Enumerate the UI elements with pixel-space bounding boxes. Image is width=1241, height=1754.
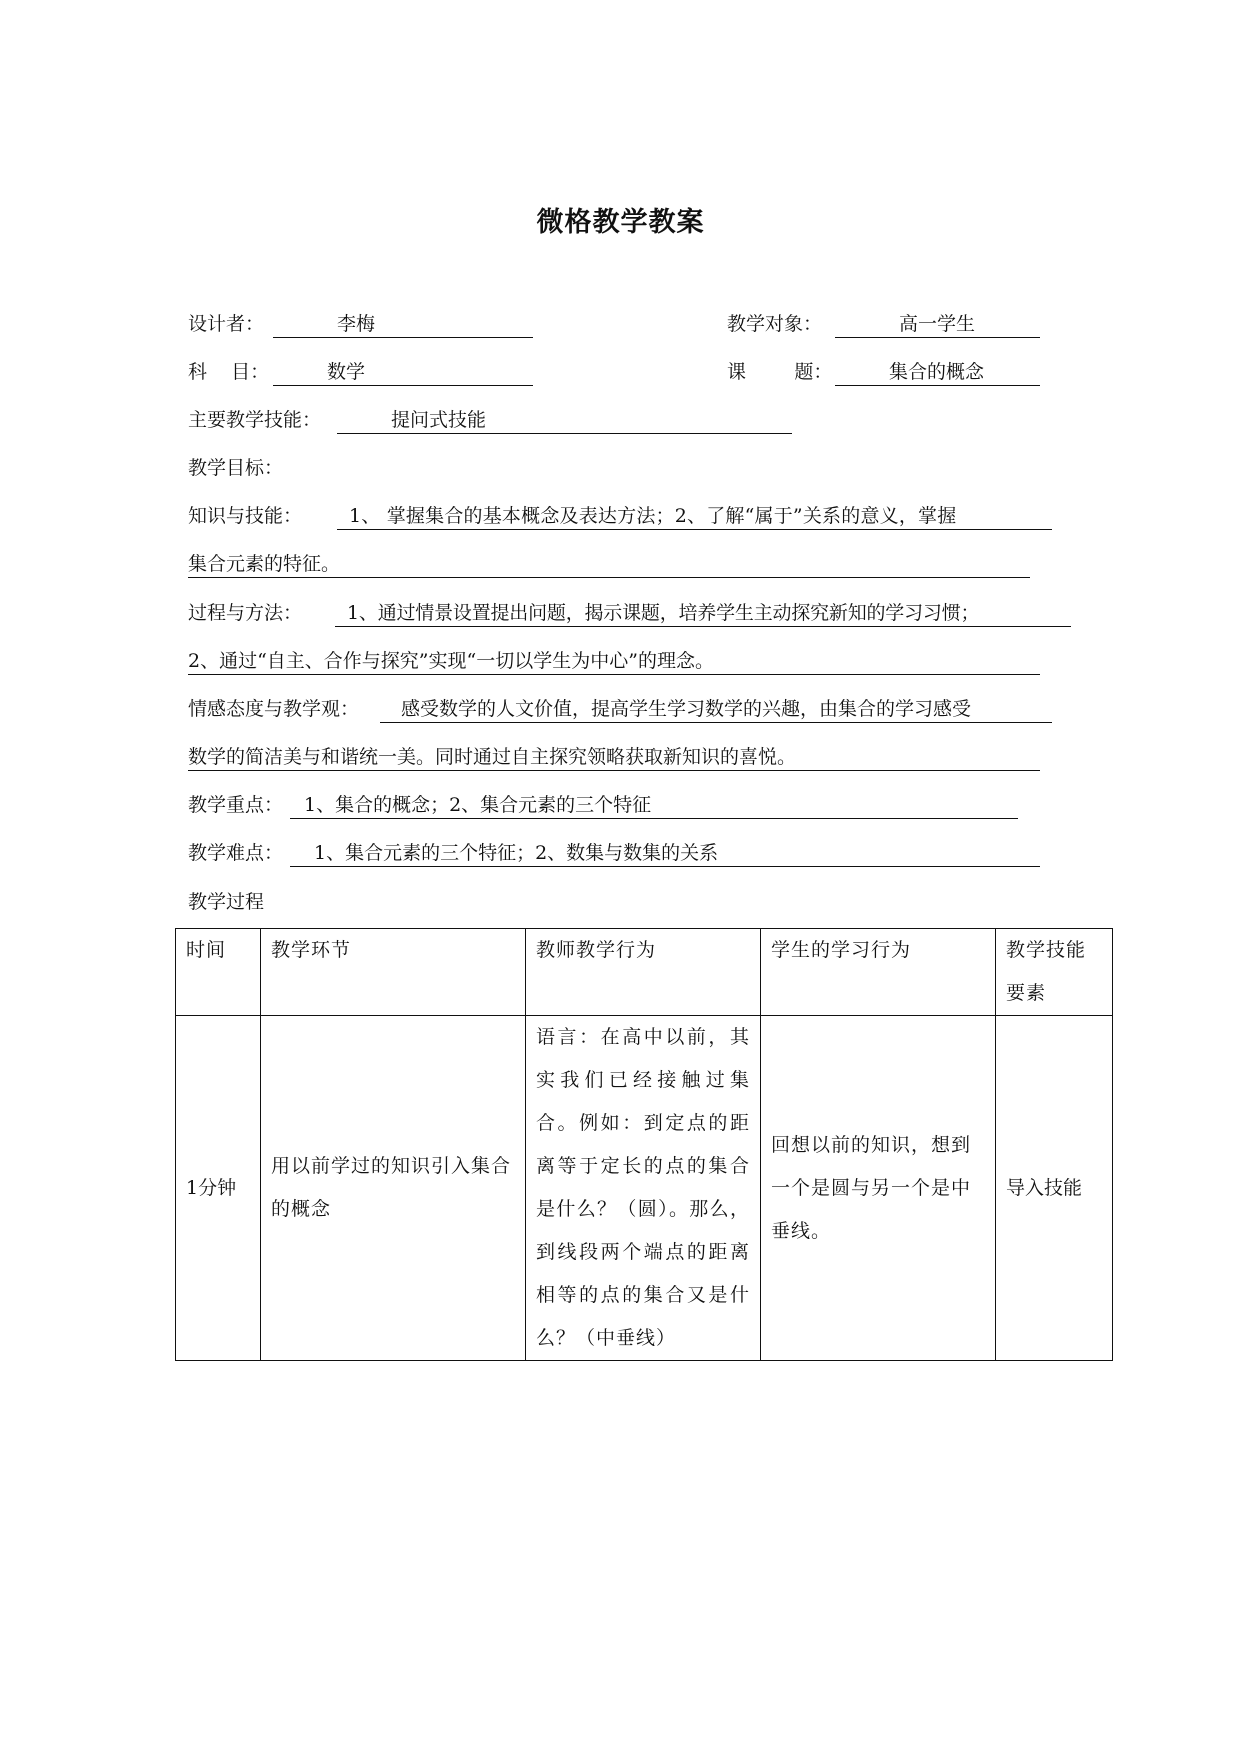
header-skill <box>996 929 1113 1016</box>
cell-stage-text: 用以前学过的知识引入集合的概念 <box>271 1155 512 1220</box>
goals-heading: 教学目标： <box>188 457 284 479</box>
main-skill-value-line <box>337 407 792 434</box>
topic-value-line <box>835 359 1040 386</box>
audience-field <box>727 311 822 337</box>
designer-field <box>188 311 264 337</box>
difficult-points-label: 教学难点： <box>188 842 284 864</box>
table-row <box>176 1016 1113 1361</box>
subject-value-line <box>273 359 533 386</box>
subject-value: 数学 <box>327 361 366 383</box>
process-method-label: 过程与方法： <box>188 602 303 624</box>
process-method-line2-text: 2、通过“自主、合作与探究”实现“一切以学生为中心”的理念。 <box>188 650 714 672</box>
knowledge-line1 <box>337 503 1052 530</box>
cell-student-text: 回想以前的知识，想到一个是圆与另一个是中垂线。 <box>771 1133 972 1242</box>
process-heading: 教学过程 <box>188 891 265 913</box>
page-title: 微格教学教案 <box>536 207 705 238</box>
cell-time <box>176 1016 261 1361</box>
difficult-points-line <box>290 840 1040 867</box>
cell-student <box>761 1016 996 1361</box>
attitude-line2 <box>188 744 1040 771</box>
topic-value: 集合的概念 <box>889 361 985 383</box>
header-teacher <box>526 929 761 1016</box>
key-points-label: 教学重点： <box>188 794 284 816</box>
difficult-points-value: 1、集合元素的三个特征；2、数集与数集的关系 <box>314 842 719 864</box>
designer-value: 李梅 <box>337 313 376 335</box>
header-student-text: 学生的学习行为 <box>771 939 912 961</box>
cell-time-text: 1分钟 <box>186 1176 237 1199</box>
main-skill-value: 提问式技能 <box>391 409 487 431</box>
key-points-line <box>290 792 1018 819</box>
attitude-line2-text: 数学的简洁美与和谐统一美。同时通过自主探究领略获取新知识的喜悦。 <box>188 746 797 768</box>
header-stage-text: 教学环节 <box>271 939 352 961</box>
audience-label: 教学对象： <box>727 313 823 335</box>
designer-label: 设计者： <box>188 313 265 335</box>
process-method-line1-text: 1、通过情景设置提出问题，揭示课题，培养学生主动探究新知的学习习惯； <box>347 602 980 624</box>
cell-skill <box>996 1016 1113 1361</box>
knowledge-line2 <box>188 551 1030 578</box>
process-method-line2 <box>188 648 1040 675</box>
cell-skill-text: 导入技能 <box>1006 1176 1083 1199</box>
header-stage <box>261 929 526 1016</box>
key-points-value: 1、集合的概念；2、集合元素的三个特征 <box>304 794 652 816</box>
knowledge-line2-text: 集合元素的特征。 <box>188 553 341 575</box>
header-teacher-text: 教师教学行为 <box>536 939 657 961</box>
audience-value-line <box>835 311 1040 338</box>
header-time-text: 时间 <box>186 939 227 961</box>
knowledge-line1-text: 1、 掌握集合的基本概念及表达方法；2、了解“属于”关系的意义，掌握 <box>349 505 957 527</box>
cell-teacher-text: 语言：在高中以前，其实我们已经接触过集合。例如：到定点的距离等于定长的点的集合是什么？（圆）。那么，到线段两个端点的距离相等的点的集合又是什么？（中垂线） <box>536 1026 750 1349</box>
header-time <box>176 929 261 1016</box>
main-skill-label: 主要教学技能： <box>188 409 322 431</box>
topic-label: 课 题： <box>727 361 833 383</box>
process-method-line1 <box>335 600 1071 627</box>
audience-value: 高一学生 <box>899 313 976 335</box>
designer-value-line <box>273 311 533 338</box>
subject-label: 科 目： <box>188 361 270 383</box>
attitude-line1-text: 感受数学的人文价值，提高学生学习数学的兴趣，由集合的学习感受 <box>401 698 972 720</box>
table-header-row <box>176 929 1113 1016</box>
attitude-line1 <box>380 696 1052 723</box>
knowledge-label: 知识与技能： <box>188 505 303 527</box>
header-student <box>761 929 996 1016</box>
cell-stage <box>261 1016 526 1361</box>
cell-teacher <box>526 1016 761 1361</box>
process-table <box>175 928 1113 1361</box>
header-skill-text: 教学技能要素 <box>1006 939 1087 1004</box>
attitude-label: 情感态度与教学观： <box>188 698 360 720</box>
